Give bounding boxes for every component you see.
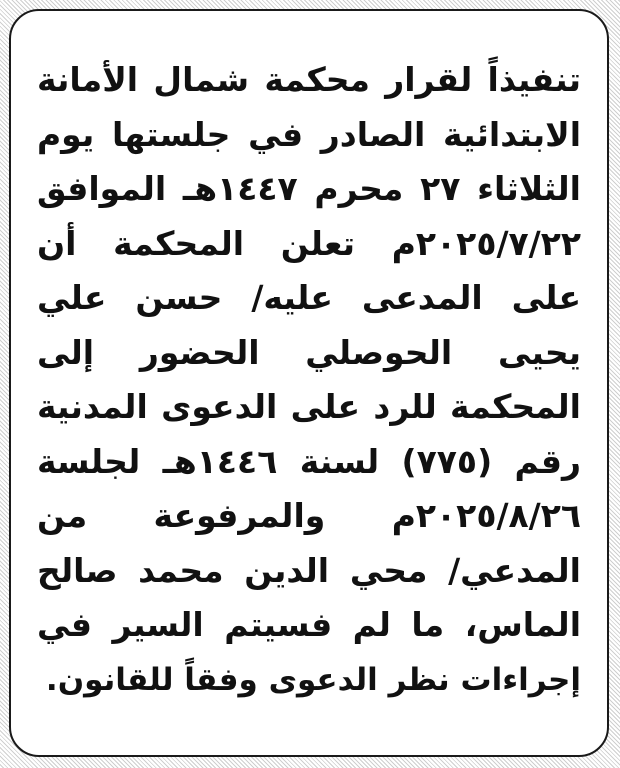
notice-line: الثلاثاء ٢٧ محرم ١٤٤٧هـ الموافق — [37, 169, 581, 208]
notice-line: ٢٠٢٥/٧/٢٢م تعلن المحكمة أن — [37, 223, 581, 263]
notice-line: الابتدائية الصادر في جلستها يوم — [37, 114, 581, 154]
notice-line: رقم (٧٧٥) لسنة ١٤٤٦هـ لجلسة — [37, 441, 581, 481]
court-notice-box — [9, 9, 609, 757]
notice-line: على المدعى عليه/ حسن علي — [37, 278, 581, 317]
notice-line: يحيى الحوصلي الحضور إلى — [37, 332, 581, 372]
notice-line: إجراءات نظر الدعوى وفقاً للقانون. — [45, 661, 581, 698]
notice-line: ٢٠٢٥/٨/٢٦م والمرفوعة من — [37, 496, 581, 535]
notice-line: الماس، ما لم فسيتم السير في — [37, 605, 581, 644]
notice-line: المحكمة للرد على الدعوى المدنية — [37, 387, 581, 426]
notice-line: تنفيذاً لقرار محكمة شمال الأمانة — [37, 60, 581, 99]
notice-line: المدعي/ محي الدين محمد صالح — [37, 550, 581, 590]
court-notice-text — [37, 53, 581, 707]
